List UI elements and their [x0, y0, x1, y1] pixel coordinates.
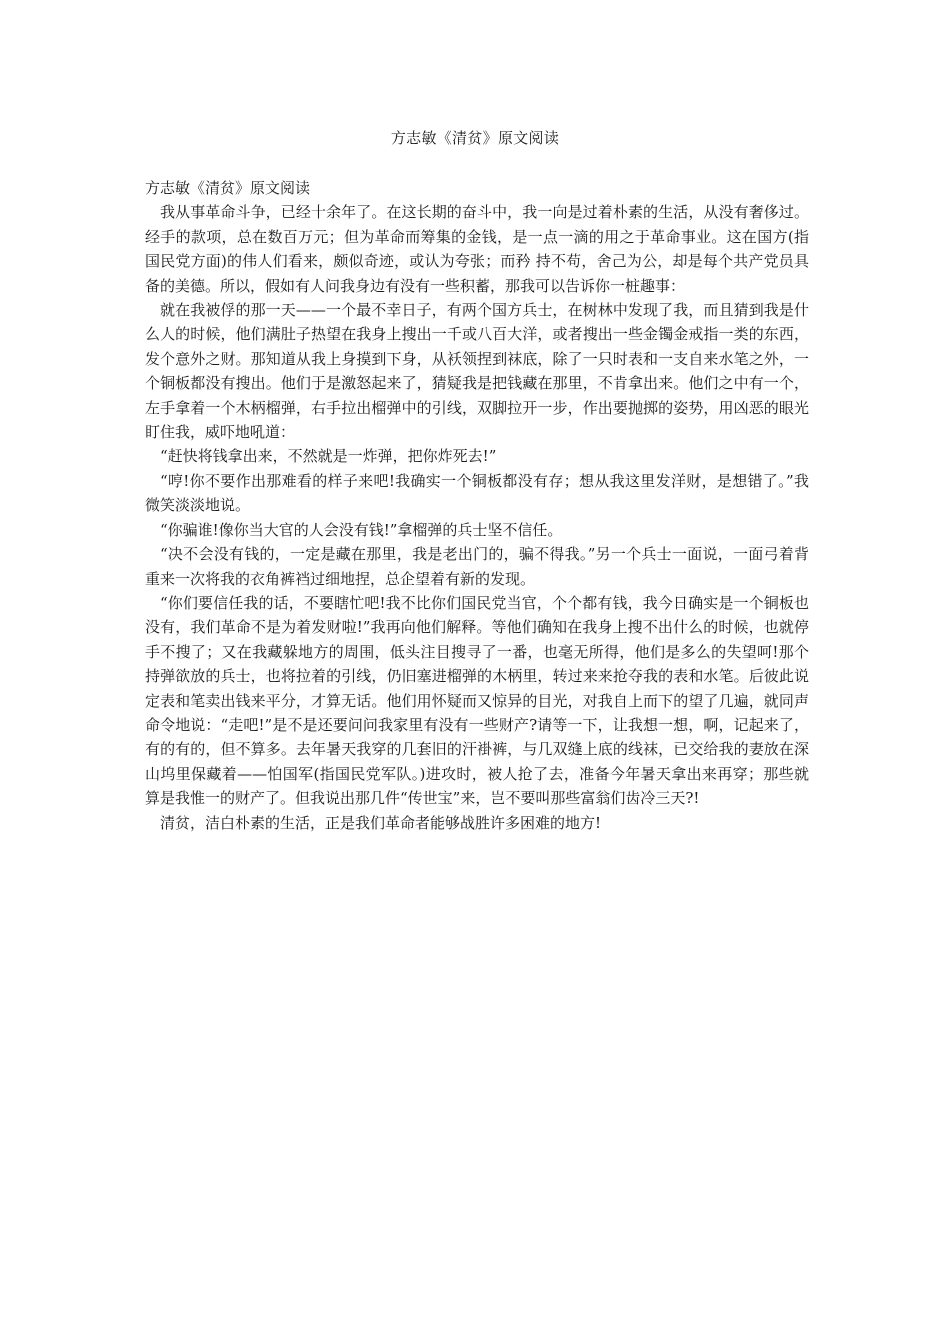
- paragraph-dialogue-threat: “赶快将钱拿出来，不然就是一炸弹，把你炸死去!”: [160, 447, 497, 466]
- article-body: [145, 176, 809, 835]
- paragraph-explanation: “你们要信任我的话，不要瞎忙吧!我不比你们国民党当官，个个都有钱，我今日确实是一个铜板也没有，我们革命不是为着发财啦!”我再向他们解释。等他们确知在我身上搜不出什么的时候，也就停手不搜了；又在我藏躲地方的周围，低头注目搜寻了一番，也毫无所得，他们是多么的失望呵!那个持弹欲放的兵士，也将拉着的引线，仍旧塞进榴弹的木柄里，转过来来抢夺我的表和水笔。后彼此说定表和笔卖出钱来平分，才算无话。他们用怀疑而又惊异的目光，对我自上而下的望了几遍，就同声命令地说：“走吧!”是不是还要问问我家里有没有一些财产?请等一下，让我想一想，啊，记起来了，有的有的，但不算多。去年暑天我穿的几套旧的汗褂裤，与几双缝上底的线袜，已交给我的妻放在深山坞里保藏着——怕国军(指国民党军队。)进攻时，被人抢了去，准备今年暑天拿出来再穿；那些就算是我惟一的财产了。但我说出那几件“传世宝”来，岂不要叫那些富翁们齿冷三天?!: [145, 593, 809, 808]
- document-title: 方志敏《清贫》原文阅读: [390, 129, 560, 147]
- paragraph-dialogue-disbelief: “你骗谁!像你当大官的人会没有钱!”拿榴弹的兵士坚不信任。: [160, 520, 563, 539]
- article-subtitle: 方志敏《清贫》原文阅读: [145, 179, 311, 197]
- paragraph-dialogue-reply: “哼!你不要作出那难看的样子来吧!我确实一个铜板都没有存；想从我这里发洋财，是想错了。”我微笑淡淡地说。: [145, 471, 809, 515]
- paragraph-capture: 就在我被俘的那一天——一个最不幸日子，有两个国方兵士，在树林中发现了我，而且猜到我是什么人的时候，他们满肚子热望在我身上搜出一千或八百大洋，或者搜出一些金镯金戒指一类的东西，发个意外之财。那知道从我上身摸到下身，从袄领捏到袜底，除了一只时表和一支自来水笔之外，一个铜板都没有搜出。他们于是激怒起来了，猜疑我是把钱藏在那里，不肯拿出来。他们之中有一个，左手拿着一个木柄榴弹，右手拉出榴弹中的引线，双脚拉开一步，作出要抛掷的姿势，用凶恶的眼光盯住我，威吓地吼道：: [145, 301, 809, 442]
- paragraph-intro: 我从事革命斗争，已经十余年了。在这长期的奋斗中，我一向是过着朴素的生活，从没有奢侈过。经手的款项，总在数百万元；但为革命而筹集的金钱，是一点一滴的用之于革命事业。这在国方(指国民党方面)的伟人们看来，颇似奇迹，或认为夸张；而矜 持不苟，舍己为公，却是每个共产党员具备的美德。所以，假如有人问我身边有没有一些积蓄，那我可以告诉你一桩趣事：: [145, 203, 809, 295]
- paragraph-conclusion: 清贫，洁白朴素的生活，正是我们革命者能够战胜许多困难的地方!: [160, 813, 602, 832]
- paragraph-dialogue-search: “决不会没有钱的，一定是藏在那里，我是老出门的，骗不得我。”另一个兵士一面说，一面弓着背重来一次将我的衣角裤裆过细地捏，总企望着有新的发现。: [145, 545, 809, 588]
